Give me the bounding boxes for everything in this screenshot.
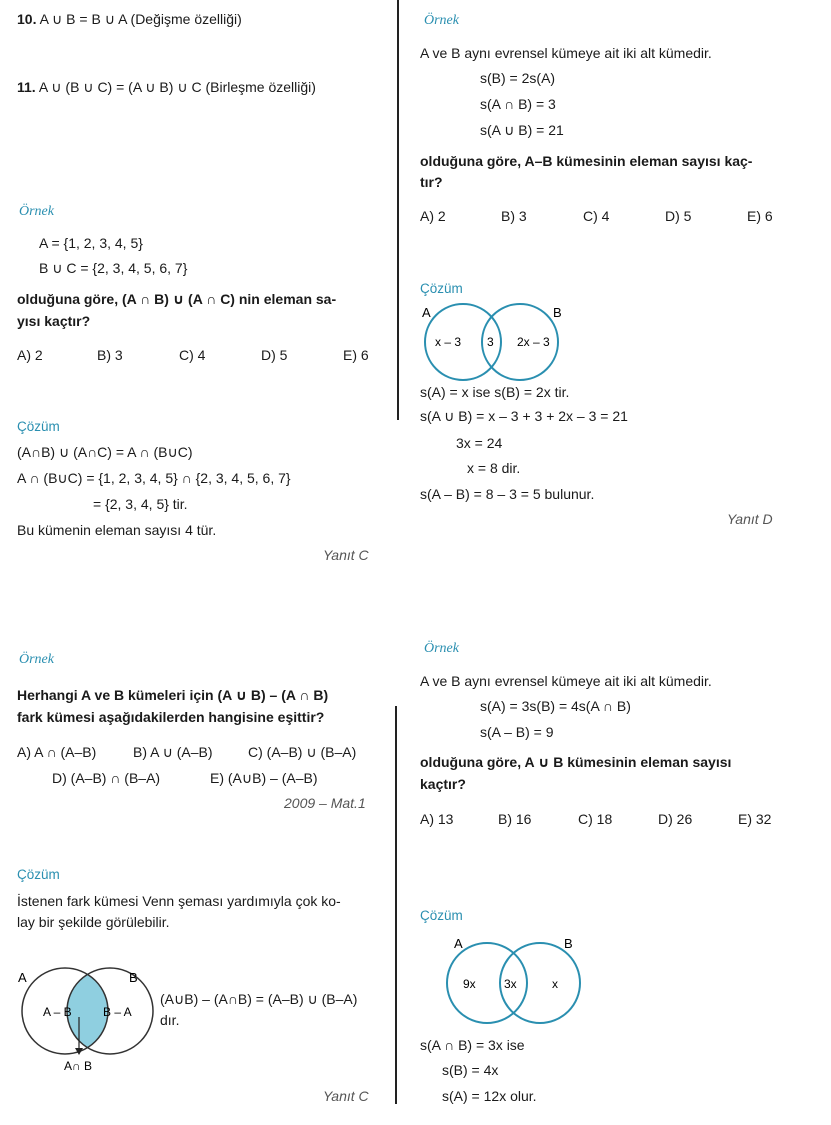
example-2-source: 2009 – Mat.1 (284, 795, 366, 811)
choice-c[interactable]: C) 4 (179, 347, 206, 363)
example-3-solution-line-3: 3x = 24 (456, 435, 503, 451)
example-1-solution-line-2: A ∩ (B∪C) = {1, 2, 3, 4, 5} ∩ {2, 3, 4, 5, 6, 7} (17, 470, 291, 486)
example-4-solution-line-3: s(A) = 12x olur. (442, 1088, 537, 1104)
venn-pointer-arrowhead (75, 1048, 83, 1055)
example-3-solution-line-4: x = 8 dir. (467, 460, 521, 476)
example-2-solution-line-2: lay bir şekilde görülebilir. (17, 914, 170, 930)
choice-b[interactable]: B) 3 (97, 347, 123, 363)
choice-a[interactable]: A) A ∩ (A–B) (17, 744, 97, 760)
example-1-given-a: A = {1, 2, 3, 4, 5} (39, 235, 143, 251)
venn-diagram-example-3 (418, 300, 578, 385)
venn-label-intersection: A∩ B (64, 1059, 92, 1073)
venn-region-a-only: x – 3 (435, 335, 462, 349)
venn-label-a: A (454, 936, 463, 951)
example-3-answer: Yanıt D (727, 511, 773, 527)
example-4-solution-line-2: s(B) = 4x (442, 1062, 499, 1078)
choice-d[interactable]: D) 26 (658, 811, 693, 827)
choice-a[interactable]: A) 2 (420, 208, 446, 224)
venn-region-b-only: 2x – 3 (517, 335, 550, 349)
choice-d[interactable]: D) 5 (261, 347, 288, 363)
example-1-solution-line-4: Bu kümenin eleman sayısı 4 tür. (17, 522, 217, 538)
example-4-solution-label: Çözüm (420, 908, 463, 923)
venn-region-b-minus-a: B – A (103, 1005, 132, 1019)
choice-e[interactable]: E) 6 (747, 208, 773, 224)
choice-e[interactable]: E) 6 (343, 347, 369, 363)
example-1-solution-label: Çözüm (17, 419, 60, 434)
choice-a[interactable]: A) 13 (420, 811, 454, 827)
column-divider-bottom (395, 706, 397, 1104)
example-1-solution-line-3: = {2, 3, 4, 5} tir. (93, 496, 188, 512)
example-2-equation-end: dır. (160, 1012, 180, 1028)
choice-e[interactable]: E) (A∪B) – (A–B) (210, 770, 318, 786)
example-4-question-line-2: kaçtır? (420, 776, 466, 792)
venn-diagram-symmetric-difference (10, 965, 180, 1080)
example-2-solution-label: Çözüm (17, 867, 60, 882)
venn-label-b: B (553, 305, 562, 320)
example-3-given-3: s(A ∪ B) = 21 (480, 122, 564, 138)
venn-label-b: B (564, 936, 573, 951)
venn-region-a-only: 9x (463, 977, 476, 991)
example-3-intro: A ve B aynı evrensel kümeye ait iki alt kümedir. (420, 45, 712, 61)
example-3-solution-line-2: s(A ∪ B) = x – 3 + 3 + 2x – 3 = 21 (420, 408, 628, 424)
choice-c[interactable]: C) 4 (583, 208, 610, 224)
venn-region-b-only: x (552, 977, 558, 991)
example-3-given-1: s(B) = 2s(A) (480, 70, 556, 86)
example-3-given-2: s(A ∩ B) = 3 (480, 96, 556, 112)
venn-diagram-example-4 (440, 935, 600, 1025)
choice-e[interactable]: E) 32 (738, 811, 772, 827)
choice-c[interactable]: C) 18 (578, 811, 613, 827)
choice-b[interactable]: B) A ∪ (A–B) (133, 744, 213, 760)
venn-label-a: A (18, 970, 27, 985)
property-10: 10. A ∪ B = B ∪ A (Değişme özelliği) (17, 11, 242, 27)
choice-d[interactable]: D) 5 (665, 208, 692, 224)
example-1-solution-line-1: (A∩B) ∪ (A∩C) = A ∩ (B∪C) (17, 444, 193, 460)
example-3-solution-line-5: s(A – B) = 8 – 3 = 5 bulunur. (420, 486, 595, 502)
choice-b[interactable]: B) 3 (501, 208, 527, 224)
example-3-label: Örnek (424, 13, 459, 28)
example-2-question-line-1: Herhangi A ve B kümeleri için (A ∪ B) – (A ∩ B) (17, 687, 329, 703)
example-2-question-line-2: fark kümesi aşağıdakilerden hangisine eşittir? (17, 709, 325, 725)
example-2-label: Örnek (19, 652, 54, 667)
venn-region-intersection: 3 (487, 335, 494, 349)
example-3-solution-label: Çözüm (420, 281, 463, 296)
example-2-answer: Yanıt C (323, 1088, 369, 1104)
choice-c[interactable]: C) (A–B) ∪ (B–A) (248, 744, 357, 760)
example-1-question-line-2: yısı kaçtır? (17, 313, 91, 329)
example-2-equation: (A∪B) – (A∩B) = (A–B) ∪ (B–A) (160, 991, 358, 1007)
venn-region-intersection: 3x (504, 977, 517, 991)
example-4-question-line-1: olduğuna göre, A ∪ B kümesinin eleman sayısı (420, 754, 732, 770)
choice-d[interactable]: D) (A–B) ∩ (B–A) (52, 770, 161, 786)
example-4-given-2: s(A – B) = 9 (480, 724, 554, 740)
venn-label-a: A (422, 305, 431, 320)
example-4-given-1: s(A) = 3s(B) = 4s(A ∩ B) (480, 698, 631, 714)
example-1-given-bc: B ∪ C = {2, 3, 4, 5, 6, 7} (39, 260, 188, 276)
example-4-label: Örnek (424, 641, 459, 656)
venn-label-b: B (129, 970, 138, 985)
property-11: 11. A ∪ (B ∪ C) = (A ∪ B) ∪ C (Birleşme özelliği) (17, 79, 316, 95)
example-3-question-line-2: tır? (420, 174, 443, 190)
example-1-answer: Yanıt C (323, 547, 369, 563)
choice-a[interactable]: A) 2 (17, 347, 43, 363)
example-2-solution-line-1: İstenen fark kümesi Venn şeması yardımıyla çok ko- (17, 893, 341, 909)
choice-b[interactable]: B) 16 (498, 811, 532, 827)
example-1-label: Örnek (19, 204, 54, 219)
example-4-solution-line-1: s(A ∩ B) = 3x ise (420, 1037, 525, 1053)
example-1-question-line-1: olduğuna göre, (A ∩ B) ∪ (A ∩ C) nin eleman sa- (17, 291, 337, 307)
example-3-solution-line-1: s(A) = x ise s(B) = 2x tir. (420, 384, 570, 400)
venn-region-a-minus-b: A – B (43, 1005, 72, 1019)
column-divider-top (397, 0, 399, 420)
example-4-intro: A ve B aynı evrensel kümeye ait iki alt kümedir. (420, 673, 712, 689)
example-3-question-line-1: olduğuna göre, A–B kümesinin eleman sayısı kaç- (420, 153, 753, 169)
